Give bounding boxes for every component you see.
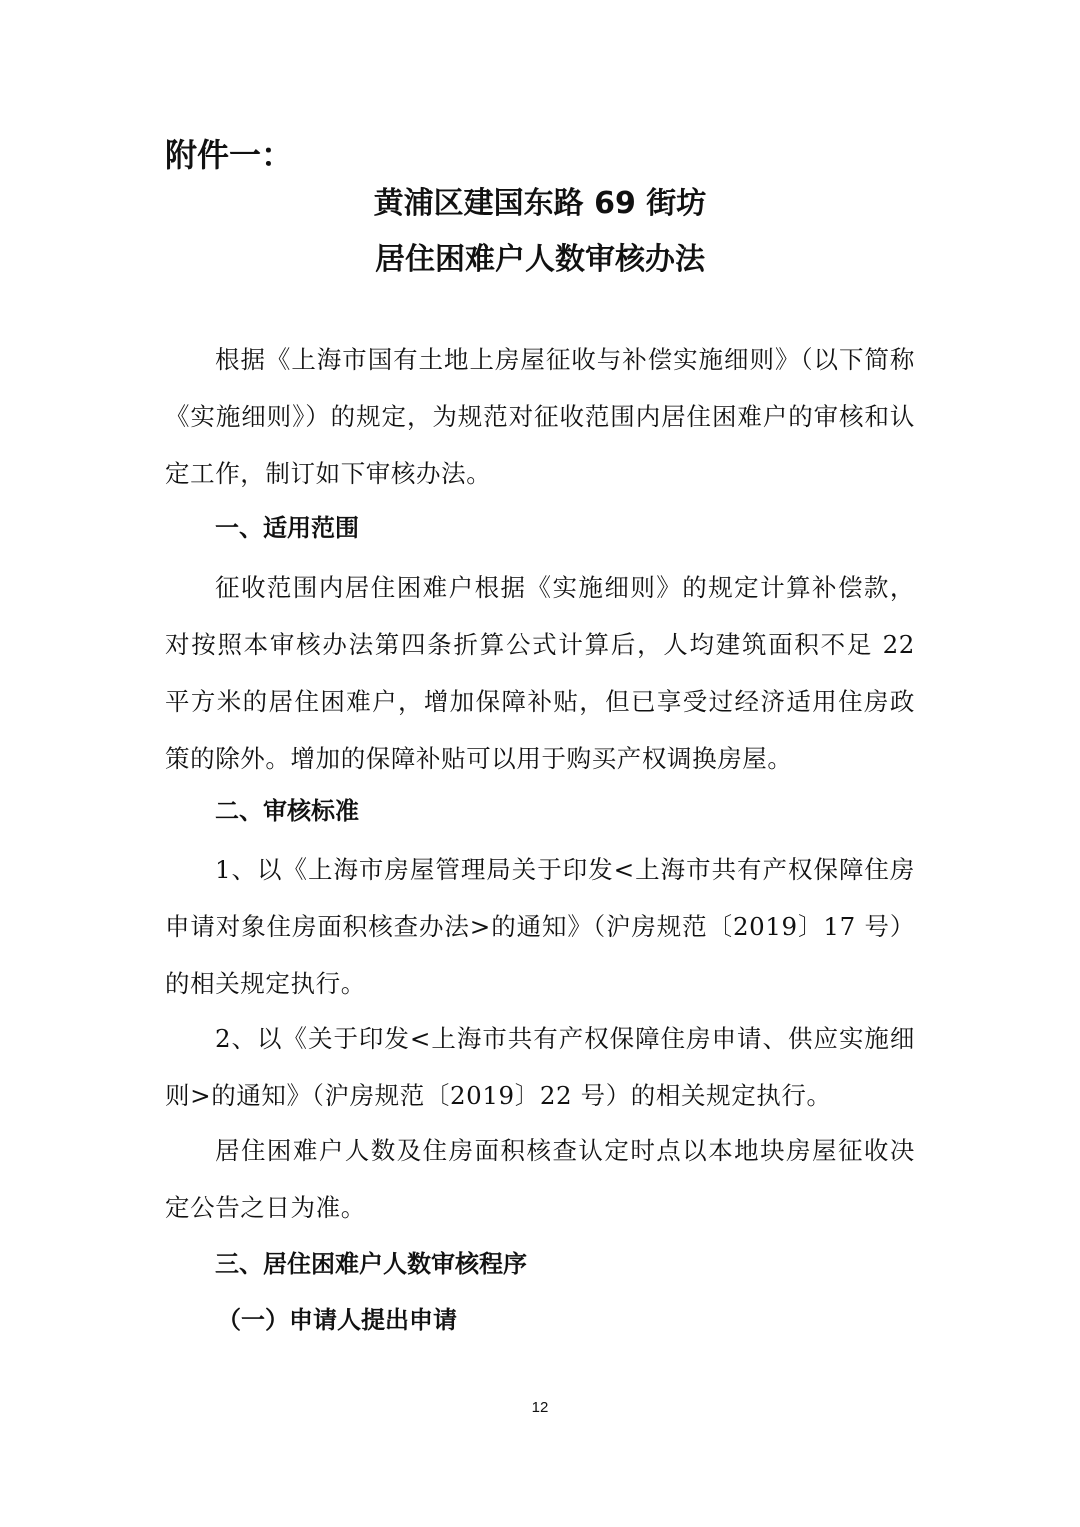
section-2-note: 居住困难户人数及住房面积核查认定时点以本地块房屋征收决定公告之日为准。 xyxy=(165,1136,915,1222)
intro-paragraph: 根据《上海市国有土地上房屋征收与补偿实施细则》（以下简称《实施细则》）的规定，为规范对征收范围内居住困难户的审核和认定工作，制订如下审核办法。 xyxy=(165,345,915,488)
section-3-subheading: （一）申请人提出申请 xyxy=(217,1306,457,1334)
page-number: 12 xyxy=(531,1399,549,1416)
section-2-item-2: 2、以《关于印发<上海市共有产权保障住房申请、供应实施细则>的通知》（沪房规范〔2019〕22 号）的相关规定执行。 xyxy=(165,1024,915,1110)
section-1-body: 征收范围内居住困难户根据《实施细则》的规定计算补偿款，对按照本审核办法第四条折算公式计算后，人均建筑面积不足 22 平方米的居住困难户，增加保障补贴，但已享受过经济适用住房政策的除外。增加的保障补贴可以用于购买产权调换房屋。 xyxy=(165,573,915,773)
document-title-line-1: 黄浦区建国东路 69 街坊 xyxy=(373,186,707,221)
attachment-label: 附件一： xyxy=(165,136,294,174)
section-1-heading: 一、适用范围 xyxy=(215,514,359,542)
section-3-heading: 三、居住困难户人数审核程序 xyxy=(215,1250,527,1278)
document-title-line-2: 居住困难户人数审核办法 xyxy=(375,242,705,277)
section-2-item-1: 1、以《上海市房屋管理局关于印发<上海市共有产权保障住房申请对象住房面积核查办法>的通知》（沪房规范〔2019〕17 号）的相关规定执行。 xyxy=(165,855,915,998)
section-2-heading: 二、审核标准 xyxy=(215,797,359,825)
